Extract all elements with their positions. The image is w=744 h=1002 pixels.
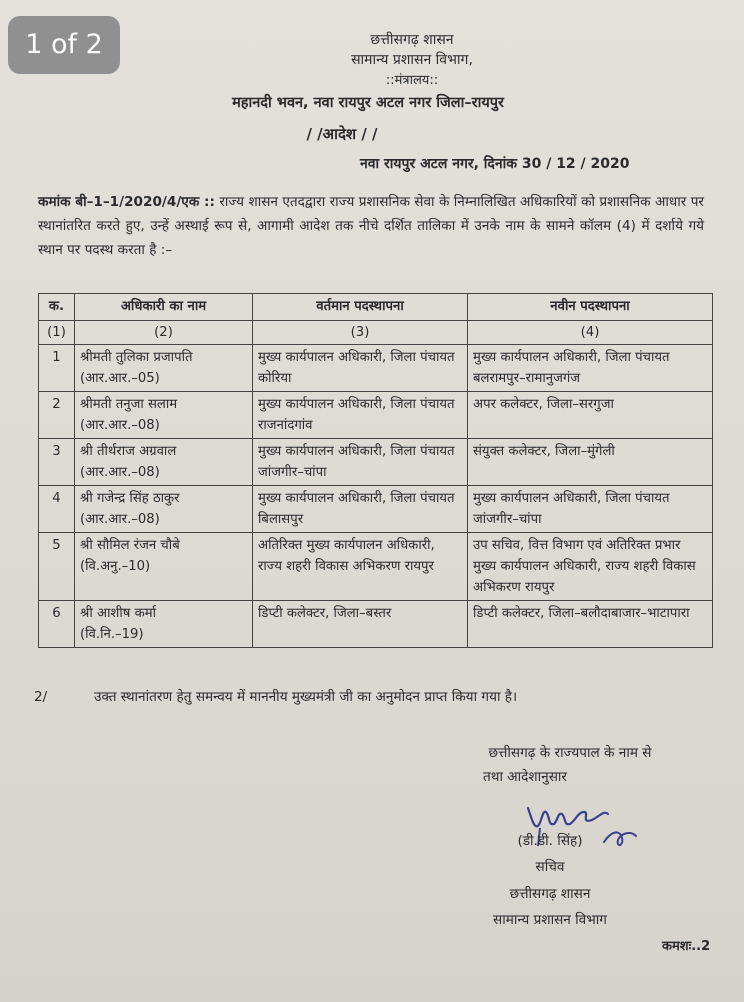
officer-name: श्री सौमिल रंजन चौबे: [80, 538, 180, 553]
continued-marker: कमशः..2: [662, 939, 711, 954]
cell-name: [75, 533, 253, 601]
note-number: 2/: [34, 689, 48, 705]
transfer-table: [38, 293, 713, 648]
table-row: [39, 439, 713, 486]
cell-sn: 2: [39, 392, 75, 439]
col-header-name: अधिकारी का नाम: [75, 294, 253, 321]
cell-current: अतिरिक्त मुख्य कार्यपालन अधिकारी, राज्य शहरी विकास अभिकरण रायपुर: [253, 533, 468, 601]
cell-current: मुख्य कार्यपालन अधिकारी, जिला पंचायत बिलासपुर: [253, 486, 468, 533]
officer-name: श्री तीर्थराज अग्रवाल: [80, 444, 177, 459]
signatory-name: (डी.डी. सिंह): [517, 833, 583, 849]
officer-name: श्री आशीष कर्मा: [80, 606, 157, 621]
col-header-current: वर्तमान पदस्थापना: [253, 294, 468, 321]
office-address: महानदी भवन, नवा रायपुर अटल नगर जिला–रायपुर: [232, 95, 504, 111]
cell-name: [75, 601, 253, 648]
signatory-org: छत्तीसगढ़ शासन: [509, 886, 591, 902]
cell-sn: 1: [39, 345, 75, 392]
table-number-row: [39, 321, 713, 345]
signature-order-line: तथा आदेशानुसार: [483, 769, 567, 785]
note-text: उक्त स्थानांतरण हेतु समन्वय में माननीय मुख्यमंत्री जी का अनुमोदन प्राप्त किया गया है।: [94, 689, 518, 705]
cell-name: [75, 392, 253, 439]
officer-code: (वि.अनु.–10): [80, 559, 151, 574]
col-header-new: नवीन पदस्थापना: [468, 294, 713, 321]
cell-new: अपर कलेक्टर, जिला–सरगुजा: [468, 392, 713, 439]
signatory-designation: सचिव: [535, 859, 565, 875]
note-paragraph: [34, 686, 517, 705]
cell-sn: 3: [39, 439, 75, 486]
table-row: [39, 345, 713, 392]
cell-current: डिप्टी कलेक्टर, जिला–बस्तर: [253, 601, 468, 648]
officer-name: श्रीमती तुलिका प्रजापति: [80, 350, 193, 365]
officer-code: (आर.आर.–05): [80, 371, 160, 386]
govt-name: छत्तीसगढ़ शासन: [370, 32, 454, 48]
cell-new: डिप्टी कलेक्टर, जिला–बलौदाबाजार–भाटापारा: [468, 601, 713, 648]
order-reference: कमांक बी–1–1/2020/4/एक ::: [38, 194, 215, 210]
order-paragraph: [38, 190, 704, 262]
officer-code: (आर.आर.–08): [80, 465, 160, 480]
col-number: (4): [468, 321, 713, 345]
col-number: (1): [39, 321, 75, 345]
officer-code: (वि.नि.–19): [80, 627, 144, 642]
table-row: [39, 392, 713, 439]
table-header-row: [39, 294, 713, 321]
date-line: नवा रायपुर अटल नगर, दिनांक 30 / 12 / 2020: [360, 156, 630, 172]
cell-current: मुख्य कार्यपालन अधिकारी, जिला पंचायत जांजगीर–चांपा: [253, 439, 468, 486]
cell-new: मुख्य कार्यपालन अधिकारी, जिला पंचायत बलरामपुर–रामानुजगंज: [468, 345, 713, 392]
officer-name: श्रीमती तनुजा सलाम: [80, 397, 178, 412]
officer-name: श्री गजेन्द्र सिंह ठाकुर: [80, 491, 180, 506]
table-row: [39, 486, 713, 533]
table-row: [39, 533, 713, 601]
table-row: [39, 601, 713, 648]
page-counter-badge: 1 of 2: [8, 16, 120, 74]
col-number: (3): [253, 321, 468, 345]
cell-current: मुख्य कार्यपालन अधिकारी, जिला पंचायत राजनांदगांव: [253, 392, 468, 439]
cell-name: [75, 439, 253, 486]
order-text: राज्य शासन एतदद्वारा राज्य प्रशासनिक सेवा के निम्नालिखित अधिकारियों को प्रशासनिक आधार पर स्थानांतरित करते हुए, उन्हें अस्थाई रूप से, आगामी आदेश तक नीचे दर्शित तालिका में उनके नाम के सामने कॉलम (4) में दर्शाये गये स्थान पर पदस्थ करता है :–: [38, 194, 704, 258]
officer-code: (आर.आर.–08): [80, 512, 160, 527]
col-number: (2): [75, 321, 253, 345]
cell-sn: 5: [39, 533, 75, 601]
cell-sn: 4: [39, 486, 75, 533]
officer-code: (आर.आर.–08): [80, 418, 160, 433]
cell-name: [75, 486, 253, 533]
order-title: / /आदेश / /: [306, 125, 378, 143]
cell-current: मुख्य कार्यपालन अधिकारी, जिला पंचायत कोरिया: [253, 345, 468, 392]
ministry-label: ::मंत्रालय::: [385, 73, 439, 88]
cell-new: संयुक्त कलेक्टर, जिला–मुंगेली: [468, 439, 713, 486]
signatory-department: सामान्य प्रशासन विभाग: [493, 912, 607, 928]
handwritten-signature: [520, 790, 650, 860]
department-name: सामान्य प्रशासन विभाग,: [351, 52, 473, 68]
cell-new: मुख्य कार्यपालन अधिकारी, जिला पंचायत जांजगीर–चांपा: [468, 486, 713, 533]
cell-name: [75, 345, 253, 392]
cell-new: उप सचिव, वित्त विभाग एवं अतिरिक्त प्रभार मुख्य कार्यपालन अधिकारी, राज्य शहरी विकास अभिकरण रायपुर: [468, 533, 713, 601]
cell-sn: 6: [39, 601, 75, 648]
col-header-sn: क.: [39, 294, 75, 321]
signature-authority-line: छत्तीसगढ़ के राज्यपाल के नाम से: [488, 745, 652, 761]
